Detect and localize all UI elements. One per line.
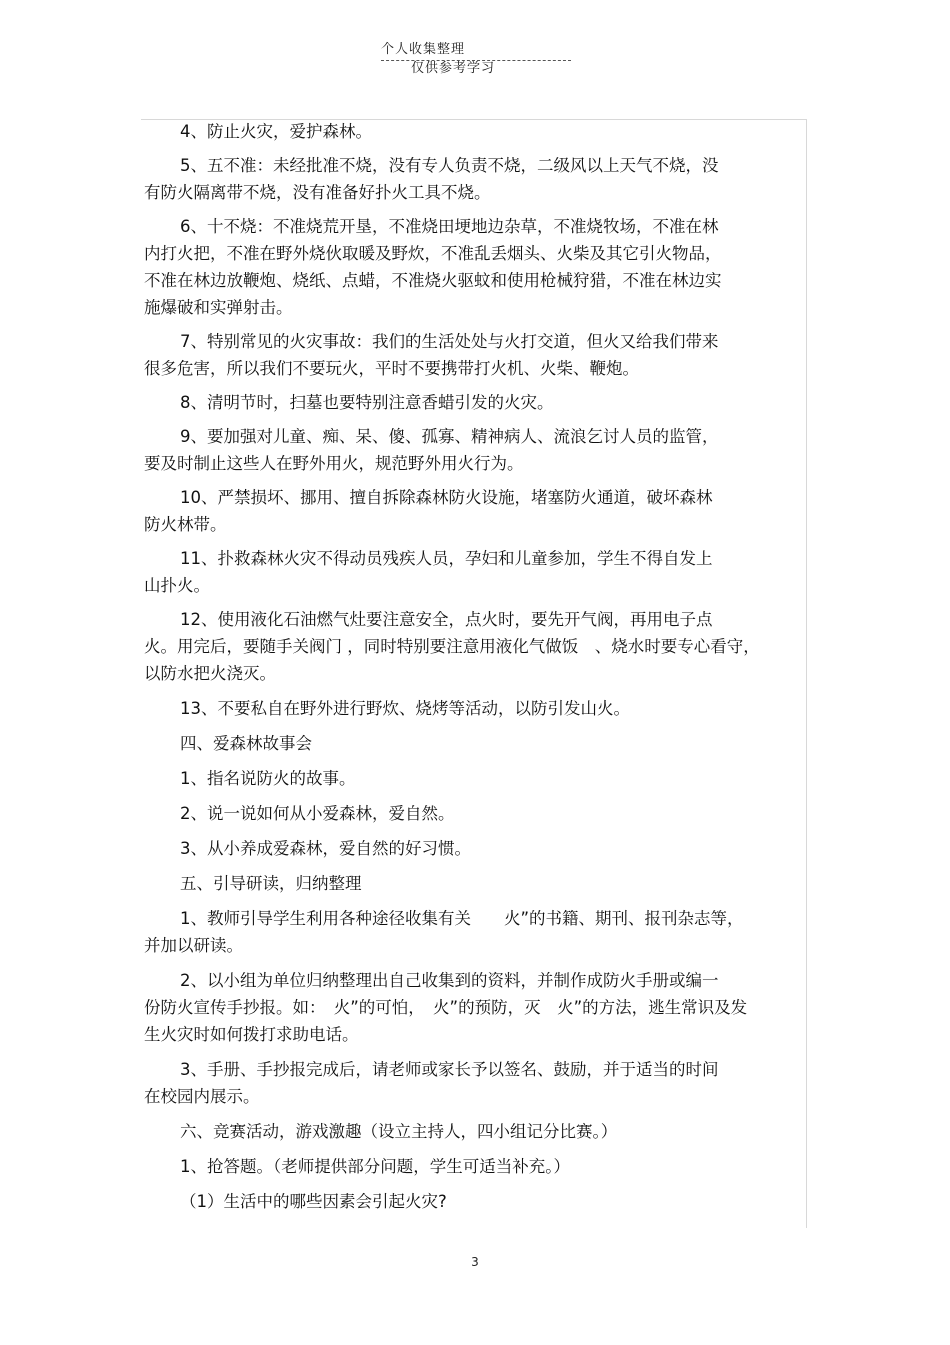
paragraph-line: 内打火把，不准在野外烧伙取暖及野炊，不准乱丢烟头、火柴及其它引火物品， (144, 244, 722, 263)
paragraph-line: 生火灾时如何拨打求助电话。 (144, 1025, 359, 1044)
paragraph-line: 份防火宣传手抄报。如： 火”的可怕， 火”的预防，灭 火”的方法，逃生常识及发 (144, 998, 748, 1017)
paragraph-line: 7、特别常见的火灾事故：我们的生活处处与火打交道，但火又给我们带来 (180, 332, 719, 351)
paragraph-line: 4、防止火灾，爱护森林。 (180, 122, 372, 141)
paragraph-line: 防火林带。 (144, 515, 227, 534)
paragraph-line: 有防火隔离带不烧，没有准备好扑火工具不烧。 (144, 183, 491, 202)
paragraph-line: 11、扑救森林火灾不得动员残疾人员，孕妇和儿童参加，学生不得自发上 (180, 549, 713, 568)
paragraph-line: 山扑火。 (144, 576, 210, 595)
paragraph-line: 施爆破和实弹射击。 (144, 298, 293, 317)
page-number: 3 (471, 1255, 479, 1269)
paragraph-line: 9、要加强对儿童、痴、呆、傻、孤寡、精神病人、流浪乞讨人员的监管， (180, 427, 719, 446)
paragraph-line: （1）生活中的哪些因素会引起火灾? (180, 1192, 447, 1211)
paragraph-line: 13、不要私自在野外进行野炊、烧烤等活动，以防引发山火。 (180, 699, 630, 718)
paragraph-line: 很多危害，所以我们不要玩火，平时不要携带打火机、火柴、鞭炮。 (144, 359, 639, 378)
paragraph-line: 在校园内展示。 (144, 1087, 260, 1106)
paragraph-line: 以防水把火浇灭。 (144, 664, 276, 683)
paragraph-line: 8、清明节时，扫墓也要特别注意香蜡引发的火灾。 (180, 393, 554, 412)
header-left-text: 个人收集整理 (381, 42, 466, 57)
paragraph-line: 3、从小养成爱森林，爱自然的好习惯。 (180, 839, 471, 858)
paragraph-line: 1、教师引导学生利用各种途径收集有关 火”的书籍、期刊、报刊杂志等， (180, 909, 744, 928)
document-body (144, 118, 784, 1215)
paragraph-line: 四、爱森林故事会 (180, 734, 312, 753)
page-header (381, 38, 571, 76)
paragraph-line: 12、使用液化石油燃气灶要注意安全，点火时，要先开气阀，再用电子点 (180, 610, 713, 629)
paragraph-line: 1、抢答题。（老师提供部分问题，学生可适当补充。） (180, 1157, 570, 1176)
paragraph-line: 2、说一说如何从小爱森林，爱自然。 (180, 804, 455, 823)
paragraph-line: 6、十不烧：不准烧荒开垦，不准烧田埂地边杂草，不准烧牧场，不准在林 (180, 217, 719, 236)
paragraph-line: 5、五不准：未经批准不烧，没有专人负责不烧，二级风以上天气不烧，没 (180, 156, 719, 175)
paragraph-line: 并加以研读。 (144, 936, 243, 955)
header-right-text: 仅供参考学习 (411, 61, 496, 76)
paragraph-line: 3、手册、手抄报完成后，请老师或家长予以签名、鼓励，并于适当的时间 (180, 1060, 719, 1079)
paragraph-line: 火。用完后，要随手关阀门 ，同时特别要注意用液化气做饭 、烧水时要专心看守， (144, 637, 760, 656)
paragraph-line: 要及时制止这些人在野外用火，规范野外用火行为。 (144, 454, 524, 473)
paragraph-line: 五、引导研读，归纳整理 (180, 874, 362, 893)
paragraph-line: 10、严禁损坏、挪用、擅自拆除森林防火设施，堵塞防火通道，破坏森林 (180, 488, 713, 507)
paragraph-line: 不准在林边放鞭炮、烧纸、点蜡，不准烧火驱蚊和使用枪械狩猎，不准在林边实 (144, 271, 722, 290)
paragraph-line: 六、竞赛活动，游戏激趣（设立主持人，四小组记分比赛。） (180, 1122, 618, 1141)
paragraph-line: 1、指名说防火的故事。 (180, 769, 356, 788)
paragraph-line: 2、以小组为单位归纳整理出自己收集到的资料，并制作成防火手册或编一 (180, 971, 719, 990)
